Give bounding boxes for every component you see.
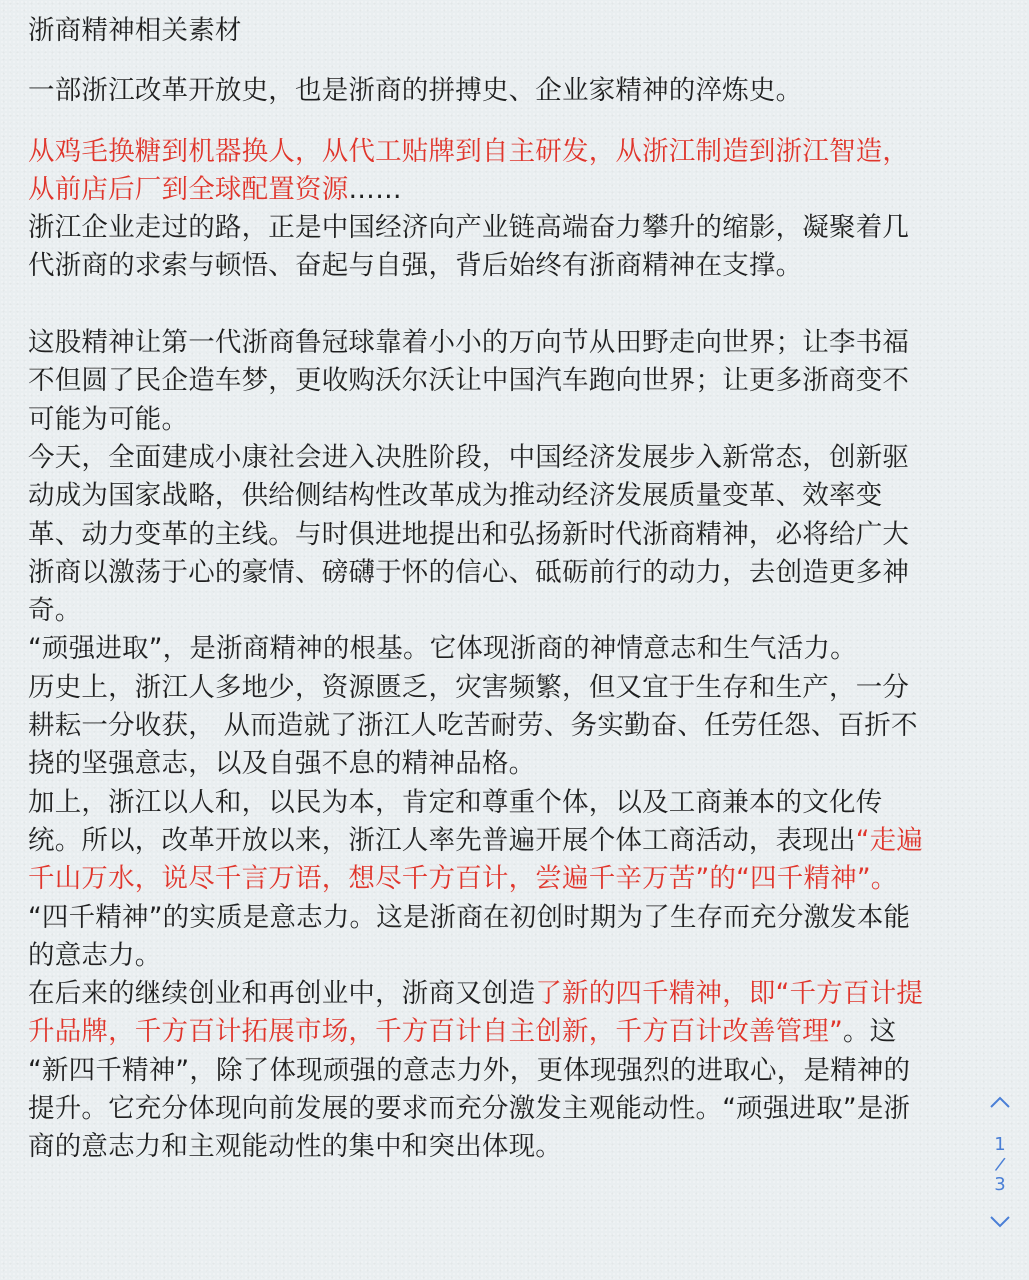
text-line: 革、动力变革的主线。与时俱进地提出和弘扬新时代浙商精神，必将给广大 [28,518,910,550]
text-line: 耕耘一分收获， 从而造就了浙江人吃苦耐劳、务实勤奋、任劳任怨、百折不 [28,710,918,742]
text-line [28,1013,1003,1051]
text-line: “顽强进取”，是浙商精神的根基。它体现浙商的神情意志和生气活力。 [28,633,857,665]
chevron-down-icon[interactable] [989,1215,1011,1229]
text-line: 历史上，浙江人多地少，资源匮乏，灾害频繁，但又宜于生存和生产，一分 [28,671,910,703]
highlight-text: 升品牌，千方百计拓展市场，千方百计自主创新，千方百计改善管理” [28,1016,843,1048]
text-line: 加上，浙江以人和，以民为本，肯定和尊重个体，以及工商兼本的文化传 [28,786,883,818]
text-line: 挠的坚强意志，以及自强不息的精神品格。 [28,748,536,780]
ellipsis-text: …… [348,173,402,205]
spacer [28,111,1003,133]
highlight-text: 了新的四千精神，即“千方百计提 [535,978,924,1010]
spacer [985,1195,1015,1215]
text-line: 商的意志力和主观能动性的集中和突出体现。 [28,1131,562,1163]
text-line: 浙商以激荡于心的豪情、磅礴于怀的信心、砥砺前行的动力，去创造更多神 [28,556,910,588]
highlight-line: 从鸡毛换糖到机器换人，从代工贴牌到自主研发，从浙江制造到浙江智造， [28,135,910,167]
text-line: “四千精神”的实质是意志力。这是浙商在初创时期为了生存而充分激发本能 [28,901,911,933]
text-line [28,822,1003,860]
page-separator: / [993,1153,1007,1176]
text-line: 可能为可能。 [28,403,189,435]
highlight-text: 从前店后厂到全球配置资源 [28,173,349,205]
text-line: 不但圆了民企造车梦，更收购沃尔沃让中国汽车跑向世界；让更多浙商变不 [28,365,910,397]
highlight-line: 千山万水，说尽千言万语，想尽千方百计，尝遍千辛万苦”的“四千精神”。 [28,863,898,895]
text-segment: 。这 [842,1016,897,1048]
spacer [28,50,1003,72]
text-line: 奇。 [28,595,82,627]
text-segment: 在后来的继续创业和再创业中，浙商又创造 [28,978,536,1010]
text-line [28,171,1003,209]
document-title: 浙商精神相关素材 [28,15,242,46]
page-navigator [985,1095,1015,1245]
spacer [28,286,1003,324]
intro-line: 一部浙江改革开放史，也是浙商的拼搏史、企业家精神的淬炼史。 [28,75,803,107]
text-line: 代浙商的求索与顿悟、奋起与自强，背后始终有浙商精神在支撑。 [28,250,803,282]
page-total: 3 [994,1174,1006,1195]
chevron-up-icon[interactable] [989,1095,1011,1109]
text-line: 浙江企业走过的路，正是中国经济向产业链高端奋力攀升的缩影，凝聚着几 [28,212,910,244]
document-body [28,12,1003,1167]
text-line: 这股精神让第一代浙商鲁冠球靠着小小的万向节从田野走向世界；让李书福 [28,327,910,359]
text-line [28,975,1003,1013]
text-line: 动成为国家战略，供给侧结构性改革成为推动经济发展质量变革、效率变 [28,480,883,512]
page-current: 1 [994,1134,1006,1155]
text-line: 提升。它充分体现向前发展的要求而充分激发主观能动性。“顽强进取”是浙 [28,1093,911,1125]
highlight-text: “走遍 [855,824,924,856]
text-line: “新四千精神”，除了体现顽强的意志力外，更体现强烈的进取心，是精神的 [28,1054,911,1086]
text-line: 今天，全面建成小康社会进入决胜阶段，中国经济发展步入新常态，创新驱 [28,441,910,473]
spacer [985,1109,1015,1135]
text-segment: 统。所以，改革开放以来，浙江人率先普遍开展个体工商活动，表现出 [28,824,856,856]
text-line: 的意志力。 [28,939,162,971]
